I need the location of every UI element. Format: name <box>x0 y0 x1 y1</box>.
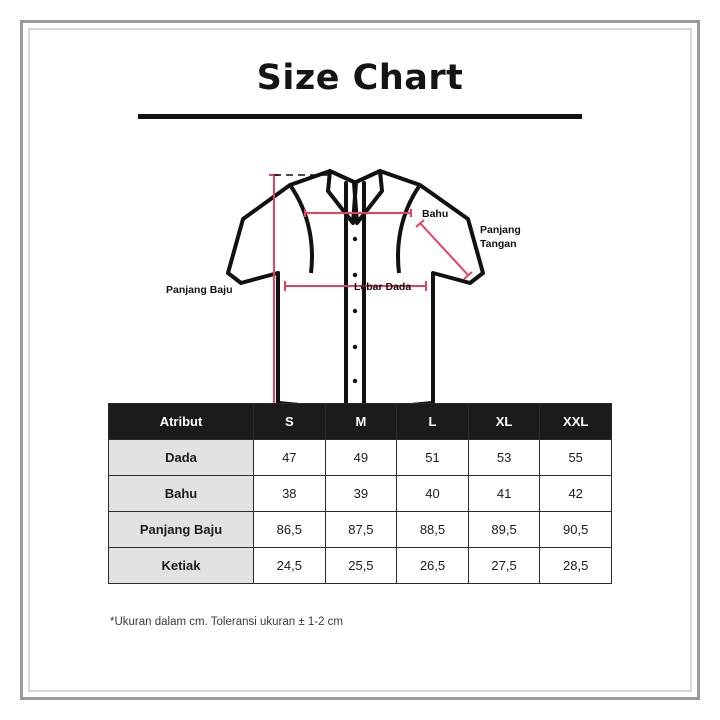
cell-ketiak-xxl: 28,5 <box>540 548 612 584</box>
table-header <box>109 404 612 440</box>
size-table-wrap <box>108 403 612 584</box>
table-row <box>109 548 612 584</box>
cell-bahu-xxl: 42 <box>540 476 612 512</box>
column-header-s: S <box>254 404 326 440</box>
cell-ketiak-s: 24,5 <box>254 548 326 584</box>
cell-dada-s: 47 <box>254 440 326 476</box>
cell-ketiak-l: 26,5 <box>397 548 469 584</box>
column-header-xl: XL <box>468 404 540 440</box>
column-header-m: M <box>325 404 397 440</box>
cell-dada-m: 49 <box>325 440 397 476</box>
cell-dada-xl: 53 <box>468 440 540 476</box>
table-row <box>109 476 612 512</box>
row-label-dada: Dada <box>109 440 254 476</box>
page-title: Size Chart <box>256 58 464 98</box>
label-bahu: Bahu <box>422 208 449 220</box>
cell-panjang-baju-xxl: 90,5 <box>540 512 612 548</box>
content-area <box>28 28 692 692</box>
measurement-note: *Ukuran dalam cm. Toleransi ukuran ± 1-2 cm <box>110 616 343 628</box>
row-label-ketiak: Ketiak <box>109 548 254 584</box>
cell-panjang-baju-m: 87,5 <box>325 512 397 548</box>
column-header-l: L <box>397 404 469 440</box>
column-header-atribut: Atribut <box>109 404 254 440</box>
label-panjang-baju: Panjang Baju <box>166 284 233 296</box>
cell-panjang-baju-xl: 89,5 <box>468 512 540 548</box>
cell-ketiak-m: 25,5 <box>325 548 397 584</box>
row-label-bahu: Bahu <box>109 476 254 512</box>
label-panjang-tangan-1: Panjang <box>480 224 521 236</box>
label-lebar-dada: Lebar Dada <box>354 281 412 293</box>
table-row <box>109 512 612 548</box>
table-header-row <box>109 404 612 440</box>
cell-dada-l: 51 <box>397 440 469 476</box>
table-body <box>109 440 612 584</box>
title-underline <box>138 114 582 119</box>
cell-dada-xxl: 55 <box>540 440 612 476</box>
row-label-panjang-baju: Panjang Baju <box>109 512 254 548</box>
cell-panjang-baju-s: 86,5 <box>254 512 326 548</box>
label-panjang-tangan-2: Tangan <box>480 238 517 250</box>
size-table <box>108 403 612 584</box>
cell-bahu-s: 38 <box>254 476 326 512</box>
cell-bahu-m: 39 <box>325 476 397 512</box>
shirt-illustration <box>28 123 692 423</box>
cell-bahu-l: 40 <box>397 476 469 512</box>
cell-ketiak-xl: 27,5 <box>468 548 540 584</box>
table-row <box>109 440 612 476</box>
cell-bahu-xl: 41 <box>468 476 540 512</box>
column-header-xxl: XXL <box>540 404 612 440</box>
cell-panjang-baju-l: 88,5 <box>397 512 469 548</box>
